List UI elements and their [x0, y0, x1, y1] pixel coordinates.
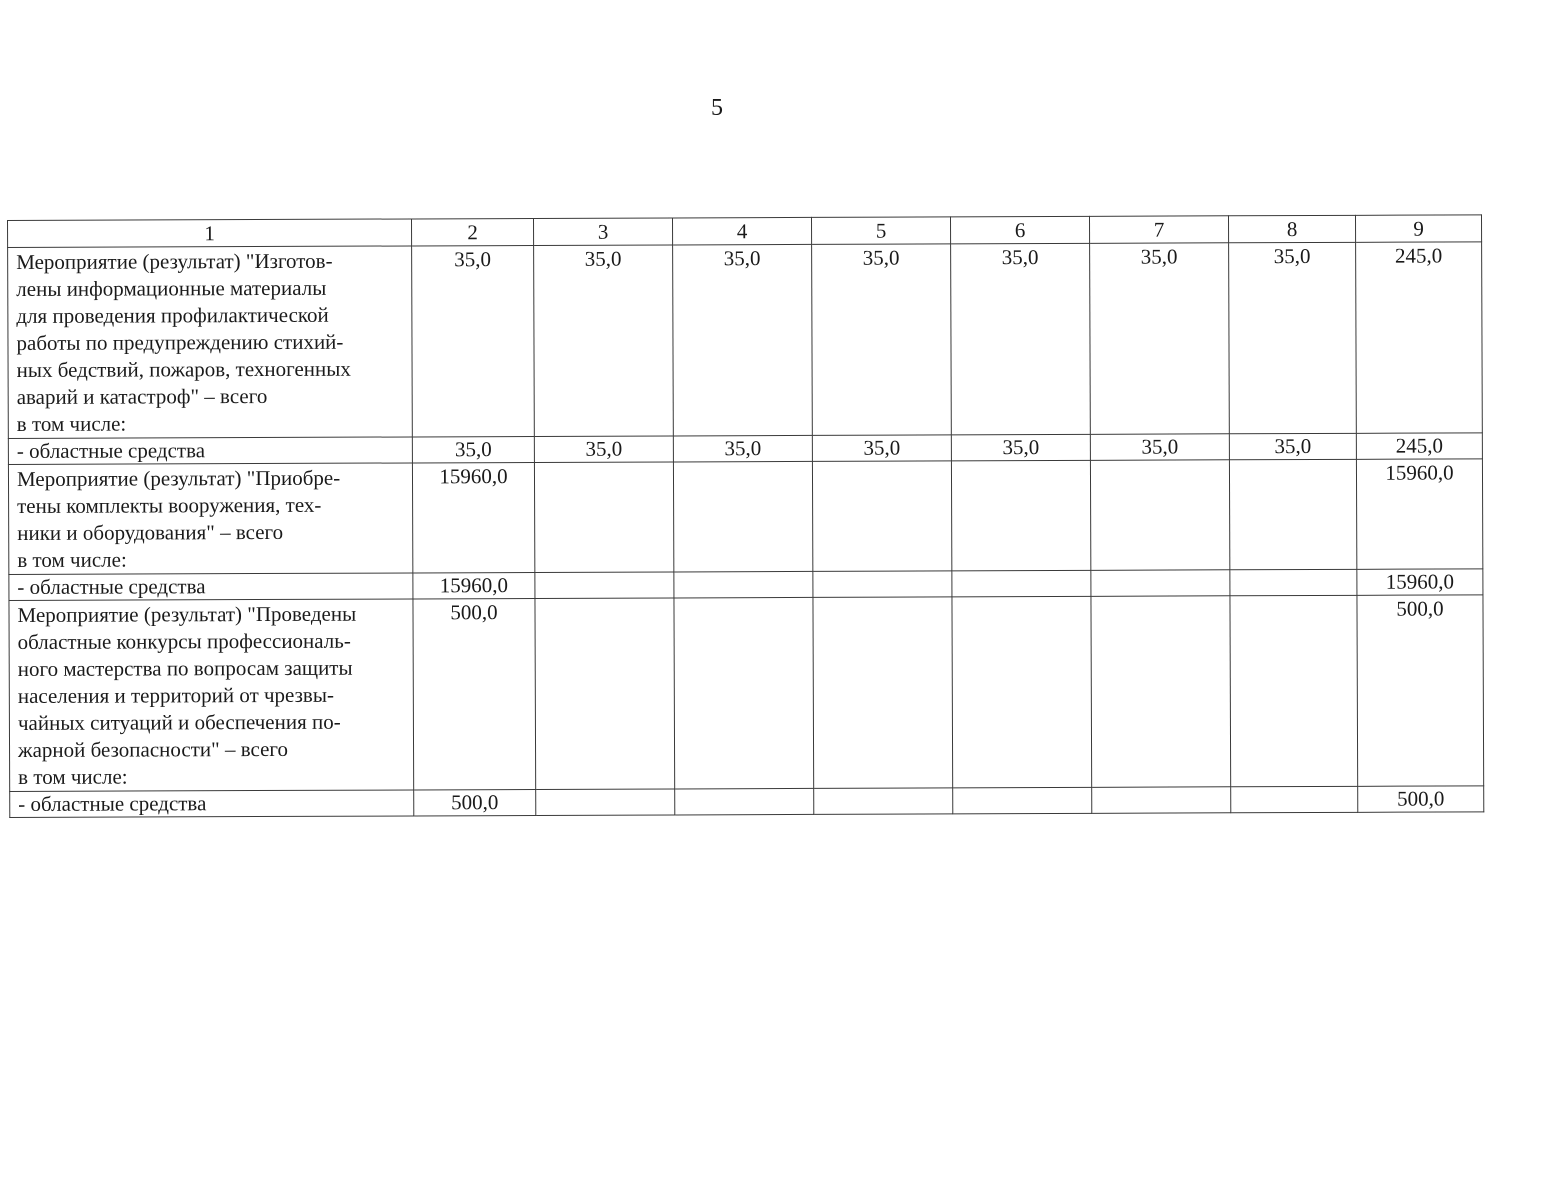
column-number-9: 9: [1355, 215, 1481, 242]
value-cell: 35,0: [951, 243, 1091, 435]
value-cell: 35,0: [1229, 433, 1356, 459]
description-line: Мероприятие (результат) "Изготов-: [16, 248, 333, 274]
value-cell: [673, 461, 812, 572]
value-cell: [1092, 787, 1231, 814]
table-row-regional-funds: [10, 786, 1484, 818]
table-row-equipment: [8, 459, 1482, 575]
value-cell: 35,0: [534, 245, 674, 437]
value-cell: 15960,0: [413, 572, 535, 598]
column-number-3: 3: [533, 218, 672, 246]
value-cell: [951, 460, 1090, 571]
description-line: Мероприятие (результат) "Приобре-: [16, 465, 341, 491]
column-number-5: 5: [811, 217, 950, 245]
description-line: в том числе:: [16, 411, 127, 436]
value-cell: [1091, 596, 1231, 788]
value-cell: 35,0: [1090, 434, 1229, 461]
value-cell: [674, 597, 814, 789]
value-cell: [1231, 786, 1358, 812]
column-number-6: 6: [950, 216, 1089, 244]
description-line: - областные средства: [17, 574, 206, 599]
value-cell: [534, 462, 673, 573]
description-line: тены комплекты вооружения, тех-: [17, 492, 322, 518]
description-line: областные конкурсы профессиональ-: [17, 628, 351, 654]
column-number-8: 8: [1228, 215, 1355, 242]
value-cell: [813, 571, 952, 598]
value-cell: [675, 788, 814, 815]
description-line: ных бедствий, пожаров, техногенных: [16, 356, 351, 382]
value-cell: [535, 572, 674, 599]
value-cell: [812, 461, 951, 572]
value-cell: 35,0: [1090, 243, 1230, 435]
column-number-4: 4: [672, 217, 811, 245]
total-cell: 245,0: [1356, 242, 1483, 433]
row-description: [8, 437, 412, 465]
value-cell: [1229, 459, 1356, 569]
column-number-1: 1: [8, 219, 412, 248]
value-cell: [1091, 570, 1230, 597]
description-line: лены информационные материалы: [16, 275, 327, 301]
row-description: [8, 463, 412, 575]
value-cell: 35,0: [412, 436, 534, 462]
value-cell: [1230, 595, 1358, 786]
description-line: в том числе:: [17, 547, 127, 572]
value-cell: [1090, 460, 1229, 571]
column-number-7: 7: [1089, 216, 1228, 244]
value-cell: 35,0: [673, 244, 813, 436]
total-cell: 500,0: [1357, 595, 1484, 786]
value-cell: 500,0: [414, 789, 536, 815]
description-line: чайных ситуаций и обеспечения по-: [17, 709, 341, 735]
table-row-info-materials: [8, 242, 1483, 439]
value-cell: 500,0: [413, 598, 536, 789]
description-line: ники и оборудования" – всего: [17, 519, 284, 545]
description-line: населения и территорий от чрезвы-: [17, 682, 334, 708]
budget-table: [7, 214, 1484, 818]
value-cell: [952, 570, 1091, 597]
row-description: [10, 790, 414, 818]
value-cell: [536, 789, 675, 816]
total-cell: 15960,0: [1356, 459, 1482, 569]
value-cell: 35,0: [812, 244, 952, 436]
description-line: в том числе:: [18, 764, 128, 789]
row-description: [9, 573, 413, 601]
value-cell: 35,0: [412, 245, 535, 436]
description-line: Мероприятие (результат) "Проведены: [17, 601, 357, 627]
table-row-contests: [9, 595, 1484, 792]
description-line: ного мастерства по вопросам защиты: [17, 655, 353, 681]
value-cell: 35,0: [812, 435, 951, 462]
value-cell: 15960,0: [412, 462, 534, 572]
value-cell: [953, 787, 1092, 814]
row-description: [8, 246, 413, 439]
value-cell: [674, 571, 813, 598]
value-cell: [813, 597, 953, 789]
row-description: [9, 599, 414, 792]
description-line: аварий и катастроф" – всего: [16, 384, 268, 409]
description-line: жарной безопасности" – всего: [17, 736, 289, 762]
value-cell: [535, 598, 675, 790]
value-cell: 35,0: [1229, 242, 1357, 433]
value-cell: [1230, 569, 1357, 595]
total-cell: 500,0: [1358, 786, 1484, 812]
total-cell: 15960,0: [1357, 569, 1483, 595]
total-cell: 245,0: [1356, 433, 1482, 459]
description-line: работы по предупреждению стихий-: [16, 329, 344, 355]
value-cell: [952, 596, 1092, 788]
column-number-2: 2: [411, 218, 533, 245]
description-line: - областные средства: [16, 438, 206, 463]
value-cell: 35,0: [534, 436, 673, 463]
description-line: - областные средства: [18, 791, 207, 816]
value-cell: [814, 788, 953, 815]
value-cell: 35,0: [951, 434, 1090, 461]
value-cell: 35,0: [673, 435, 812, 462]
page-number: 5: [711, 95, 723, 121]
description-line: для проведения профилактической: [16, 302, 329, 328]
